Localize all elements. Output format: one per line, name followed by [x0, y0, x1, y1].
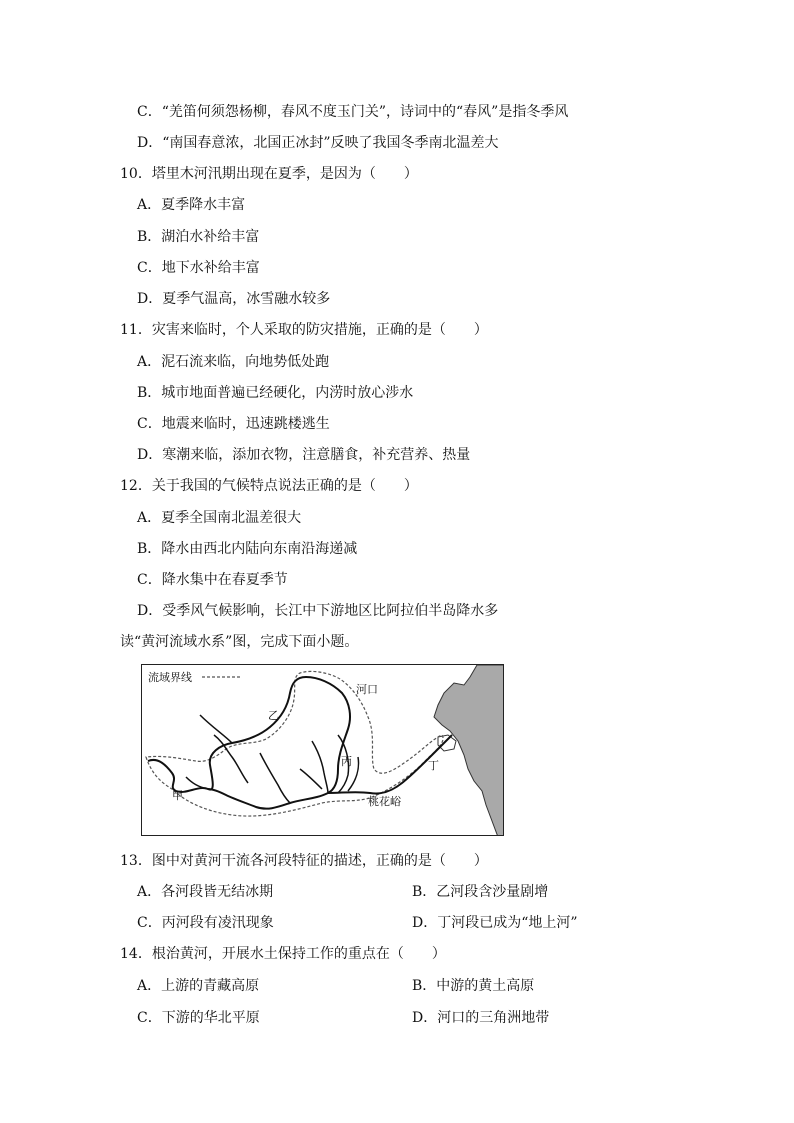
q11-stem: 11．灾害来临时，个人采取的防灾措施，正确的是（ ） [120, 322, 488, 338]
yellow-river-basin-map [141, 664, 504, 836]
peninsula-coast [438, 735, 456, 751]
q10-option-d: D．夏季气温高，冰雪融水较多 [137, 291, 331, 307]
tributary-6 [300, 769, 322, 789]
q9-option-d: D．“南国春意浓，北国正冰封”反映了我国冬季南北温差大 [137, 135, 499, 151]
q10-option-a: A．夏季降水丰富 [137, 197, 246, 213]
label-ding: 丁 [428, 759, 439, 772]
q10-option-b: B．湖泊水补给丰富 [137, 229, 260, 245]
q13-stem: 13．图中对黄河干流各河段特征的描述，正确的是（ ） [120, 853, 488, 869]
tributary-8 [186, 777, 208, 789]
q12-option-d: D．受季风气候影响，长江中下游地区比阿拉伯半岛降水多 [137, 603, 499, 619]
label-yi: 乙 [268, 709, 279, 722]
legend-label: 流域界线 [148, 671, 192, 684]
q12-option-c: C．降水集中在春夏季节 [137, 572, 288, 588]
q13-option-a: A．各河段皆无结冰期 [137, 884, 274, 900]
q12-stem: 12．关于我国的气候特点说法正确的是（ ） [120, 478, 418, 494]
q13-option-c: C．丙河段有凌汛现象 [137, 915, 274, 931]
q11-option-c: C．地震来临时，迅速跳楼逃生 [137, 416, 330, 432]
q14-option-d: D．河口的三角洲地带 [412, 1010, 550, 1026]
q11-option-b: B．城市地面普遍已经硬化，内涝时放心涉水 [137, 385, 414, 401]
q9-option-c: C．“羌笛何须怨杨柳，春风不度玉门关”，诗词中的“春风”是指冬季风 [137, 104, 569, 120]
label-taohuayu: 桃花峪 [368, 795, 401, 808]
tributary-4 [312, 741, 328, 793]
tributary-3 [260, 753, 290, 803]
tributary-1 [200, 715, 232, 743]
q13-option-d: D．丁河段已成为“地上河” [412, 915, 578, 931]
label-hekou: 河口 [356, 683, 378, 696]
q14-option-b: B．中游的黄土高原 [412, 978, 535, 994]
q14-stem: 14．根治黄河，开展水土保持工作的重点在（ ） [120, 946, 446, 962]
map-drawing [142, 665, 504, 836]
q10-option-c: C．地下水补给丰富 [137, 260, 260, 276]
q14-option-c: C．下游的华北平原 [137, 1010, 260, 1026]
reading-prompt: 读“黄河流域水系”图，完成下面小题。 [120, 634, 359, 650]
label-bing: 丙 [341, 755, 352, 768]
q10-stem: 10．塔里木河汛期出现在夏季，是因为（ ） [120, 166, 418, 182]
q14-option-a: A．上游的青藏高原 [137, 978, 260, 994]
label-jia: 甲 [172, 789, 183, 802]
q11-option-d: D．寒潮来临，添加衣物，注意膳食，补充营养、热量 [137, 447, 471, 463]
q12-option-b: B．降水由西北内陆向东南沿海递减 [137, 541, 358, 557]
q12-option-a: A．夏季全国南北温差很大 [137, 510, 302, 526]
q11-option-a: A．泥石流来临，向地势低处跑 [137, 354, 330, 370]
q13-option-b: B．乙河段含沙量剧增 [412, 884, 549, 900]
